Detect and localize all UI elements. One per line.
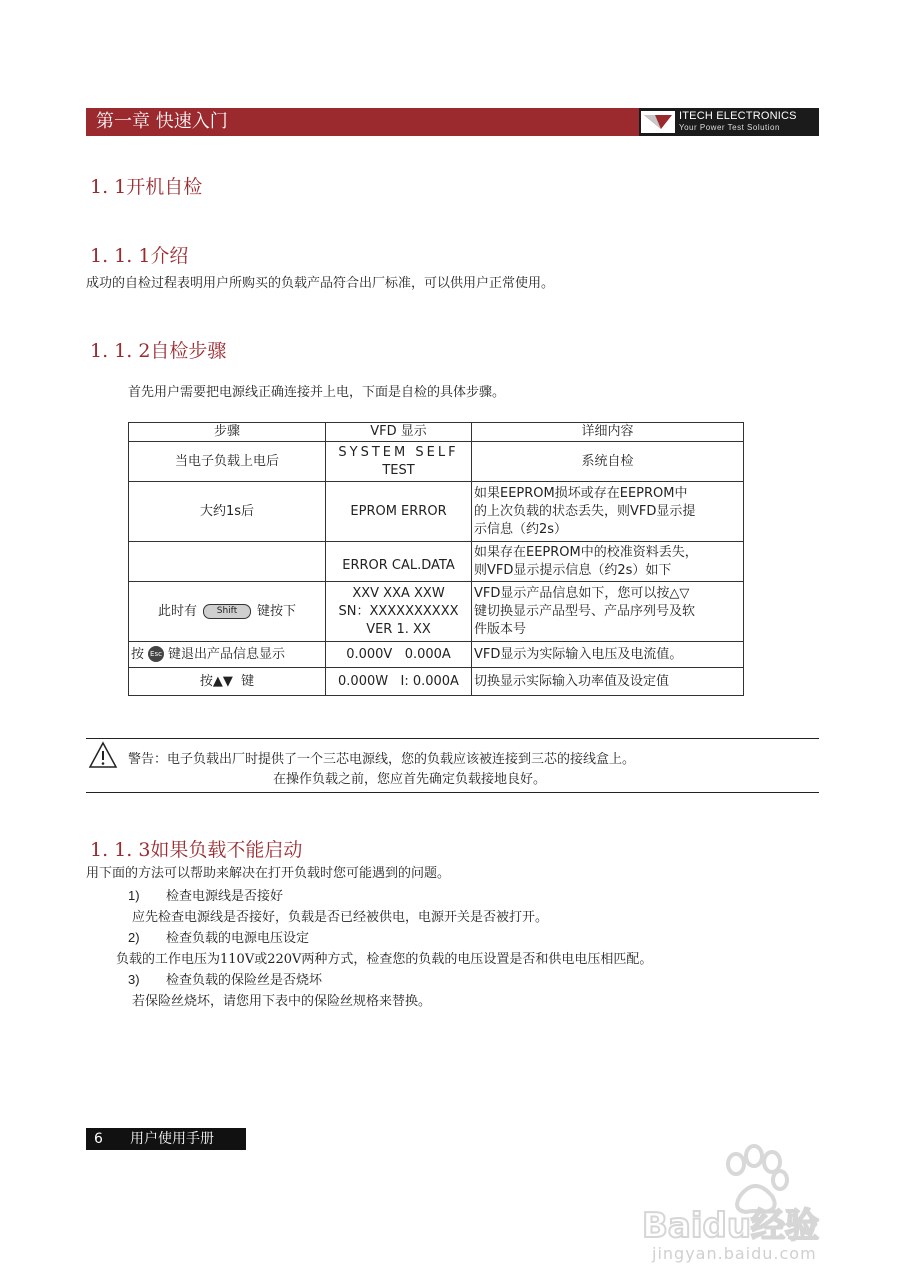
vfd-cell bbox=[326, 442, 472, 482]
chapter-title: 第一章 快速入门 bbox=[96, 111, 228, 132]
detail-line: 示信息（约2s） bbox=[474, 521, 568, 537]
watermark-logo: Baidu经验 bbox=[642, 1206, 820, 1246]
esc-key-icon: Esc bbox=[148, 646, 164, 662]
watermark-url: jingyan.baidu.com bbox=[652, 1244, 817, 1263]
list-item-title: 检查电源线是否接好 bbox=[166, 889, 284, 904]
shift-key-icon: Shift bbox=[203, 604, 251, 619]
list-item-1-body: 应先检查电源线是否接好，负载是否已经被供电，电源开关是否被打开。 bbox=[132, 910, 549, 925]
page-number: 6 bbox=[94, 1131, 103, 1147]
brand-slogan: Your Power Test Solution bbox=[679, 123, 780, 132]
step-cell bbox=[129, 542, 326, 582]
step-prefix: 按 bbox=[131, 646, 145, 662]
list-item-2-body: 负载的工作电压为110V或220V两种方式，检查您的负载的电压设置是否和供电电压相匹配。 bbox=[116, 952, 653, 967]
detail-line: 如果存在EEPROM中的校准资料丢失， bbox=[474, 544, 698, 560]
detail-line: 如果EEPROM损坏或存在EEPROM中 bbox=[474, 485, 688, 501]
warning-top-rule bbox=[86, 738, 819, 739]
step-cell: 当电子负载上电后 bbox=[129, 442, 326, 482]
detail-line: 键切换显示产品型号、产品序列号及软 bbox=[474, 603, 696, 619]
intro-paragraph: 成功的自检过程表明用户所购买的负载产品符合出厂标准，可以供用户正常使用。 bbox=[86, 276, 555, 291]
self-test-steps-table bbox=[128, 422, 744, 696]
step-suffix: 键退出产品信息显示 bbox=[168, 646, 286, 662]
list-item-2-title bbox=[128, 927, 309, 946]
vfd-line: XXV XXA XXW bbox=[352, 585, 445, 601]
warning-line-1: 警告：电子负载出厂时提供了一个三芯电源线，您的负载应该被连接到三芯的接线盒上。 bbox=[128, 752, 636, 767]
table-row bbox=[129, 442, 744, 482]
detail-line: VFD显示产品信息如下，您可以按△▽ bbox=[474, 585, 690, 601]
vfd-cell: 0.000W I: 0.000A bbox=[326, 668, 472, 696]
brand-name: ITECH ELECTRONICS bbox=[679, 110, 797, 122]
step-cell: 按▲▼ 键 bbox=[129, 668, 326, 696]
section-heading-1-1-3: 1. 1. 3如果负载不能启动 bbox=[90, 839, 303, 861]
list-item-3-title bbox=[128, 969, 322, 988]
step-cell: 大约1s后 bbox=[129, 482, 326, 542]
step-cell bbox=[129, 582, 326, 642]
step-suffix: 键按下 bbox=[257, 603, 297, 619]
table-row bbox=[129, 542, 744, 582]
vfd-line: SYSTEM SELF bbox=[338, 444, 459, 460]
header-vfd: VFD 显示 bbox=[326, 423, 472, 442]
detail-line: 则VFD显示提示信息（约2s）如下 bbox=[474, 562, 672, 578]
step-prefix: 此时有 bbox=[157, 603, 197, 619]
list-item-1-title bbox=[128, 885, 283, 904]
section-heading-1-1-1: 1. 1. 1介绍 bbox=[90, 245, 189, 267]
vfd-line: TEST bbox=[382, 462, 415, 478]
manual-title: 用户使用手册 bbox=[130, 1131, 214, 1147]
detail-line: 件版本号 bbox=[474, 621, 527, 637]
section-heading-1-1-2: 1. 1. 2自检步骤 bbox=[90, 340, 227, 362]
table-row bbox=[129, 642, 744, 668]
step-cell bbox=[129, 642, 326, 668]
section3-intro: 用下面的方法可以帮助来解决在打开负载时您可能遇到的问题。 bbox=[86, 866, 451, 881]
vfd-cell bbox=[326, 582, 472, 642]
table-row bbox=[129, 668, 744, 696]
list-item-number: 2) bbox=[128, 930, 140, 945]
chapter-title-band bbox=[86, 108, 639, 136]
warning-triangle-icon bbox=[88, 741, 118, 769]
warning-line-2: 在操作负载之前，您应首先确定负载接地良好。 bbox=[273, 772, 547, 787]
detail-line: 的上次负载的状态丢失，则VFD显示提 bbox=[474, 503, 696, 519]
list-item-number: 3) bbox=[128, 972, 140, 987]
header-detail: 详细内容 bbox=[472, 423, 744, 442]
header-step: 步骤 bbox=[129, 423, 326, 442]
vfd-cell: EPROM ERROR bbox=[326, 482, 472, 542]
detail-cell: 系统自检 bbox=[472, 442, 744, 482]
table-header-row bbox=[129, 423, 744, 442]
itech-logo-icon bbox=[641, 111, 675, 133]
table-row bbox=[129, 482, 744, 542]
steps-intro: 首先用户需要把电源线正确连接并上电，下面是自检的具体步骤。 bbox=[128, 385, 506, 400]
detail-cell bbox=[472, 482, 744, 542]
table-row bbox=[129, 582, 744, 642]
section-heading-1-1: 1. 1开机自检 bbox=[90, 176, 203, 198]
footer-band bbox=[86, 1128, 246, 1150]
detail-cell: VFD显示为实际输入电压及电流值。 bbox=[472, 642, 744, 668]
warning-bottom-rule bbox=[86, 792, 819, 793]
detail-cell: 切换显示实际输入功率值及设定值 bbox=[472, 668, 744, 696]
list-item-title: 检查负载的电源电压设定 bbox=[166, 931, 310, 946]
vfd-line: VER 1. XX bbox=[366, 621, 431, 637]
itech-logo bbox=[639, 108, 819, 136]
list-item-title: 检查负载的保险丝是否烧坏 bbox=[166, 973, 323, 988]
list-item-3-body: 若保险丝烧坏，请您用下表中的保险丝规格来替换。 bbox=[132, 994, 432, 1009]
vfd-line: SN：XXXXXXXXXX bbox=[338, 603, 459, 619]
list-item-number: 1) bbox=[128, 888, 140, 903]
detail-cell bbox=[472, 582, 744, 642]
baidu-watermark bbox=[640, 1140, 860, 1270]
vfd-cell: ERROR CAL.DATA bbox=[326, 542, 472, 582]
vfd-cell: 0.000V 0.000A bbox=[326, 642, 472, 668]
detail-cell bbox=[472, 542, 744, 582]
